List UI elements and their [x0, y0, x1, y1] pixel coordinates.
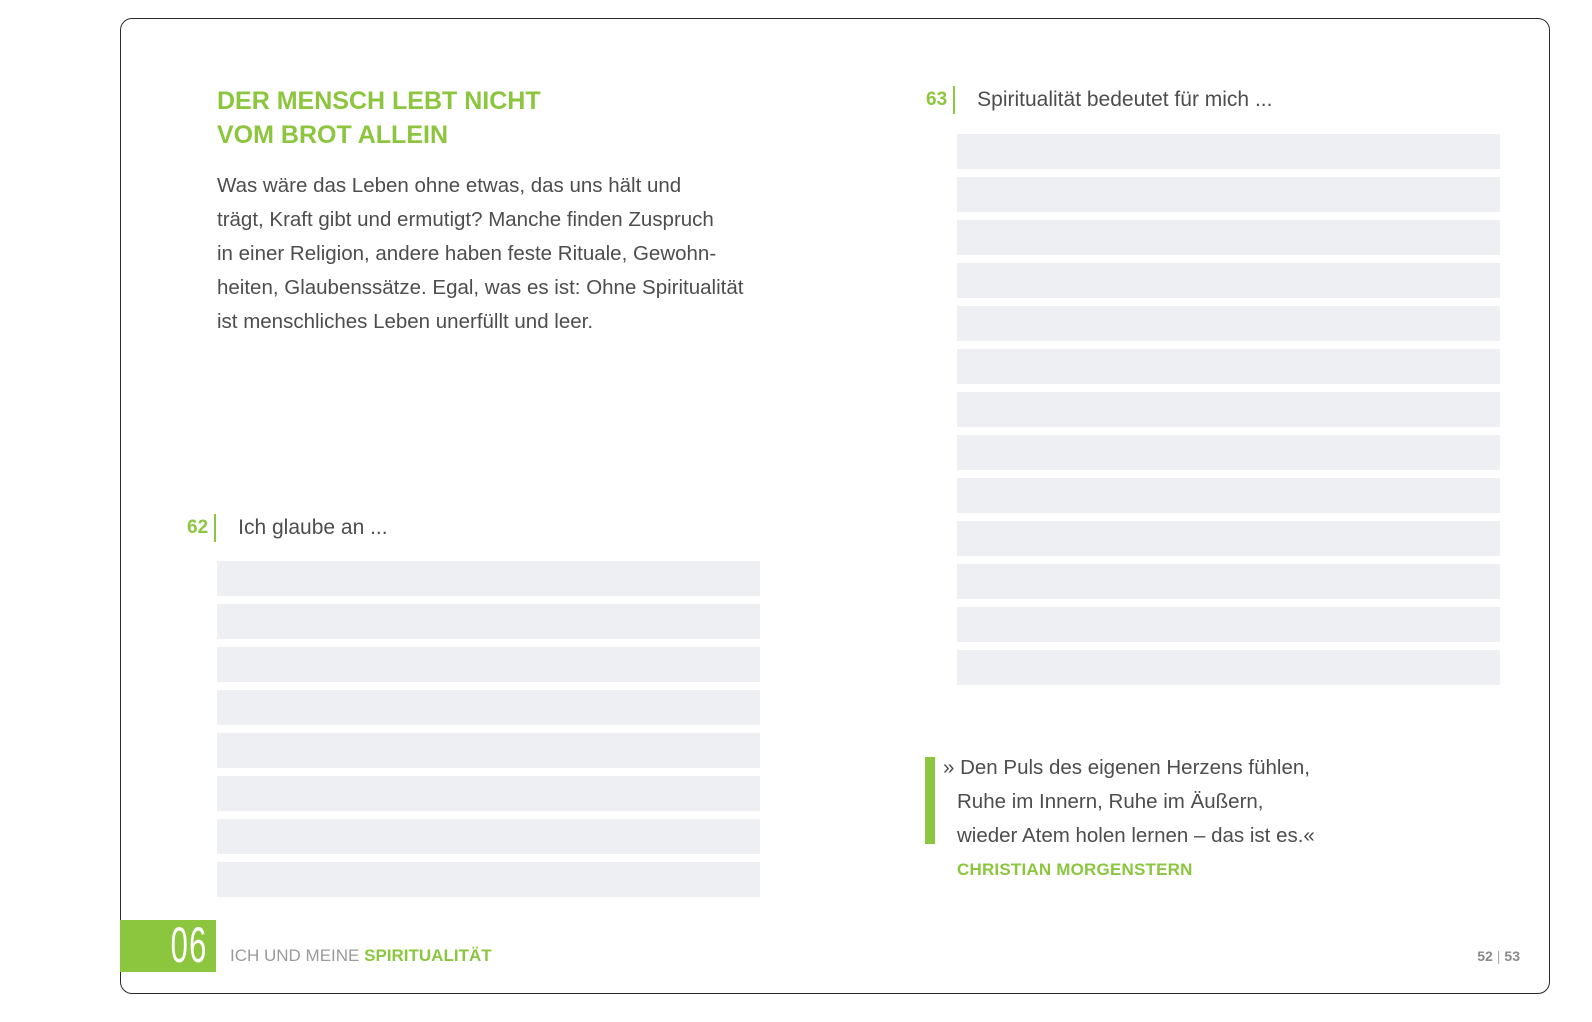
intro-line: in einer Religion, andere haben feste Rituale, Gewohn-	[217, 242, 717, 265]
writing-line[interactable]	[217, 819, 760, 854]
writing-line[interactable]	[957, 349, 1500, 384]
writing-line[interactable]	[957, 435, 1500, 470]
writing-line[interactable]	[217, 733, 760, 768]
footer-title-strong: SPIRITUALITÄT	[364, 946, 492, 965]
section-heading	[217, 84, 777, 152]
writing-line[interactable]	[957, 392, 1500, 427]
writing-line[interactable]	[217, 690, 760, 725]
chapter-badge	[120, 917, 216, 973]
writing-lines-62	[217, 561, 760, 905]
prompt-divider	[214, 514, 216, 542]
writing-line[interactable]	[957, 564, 1500, 599]
intro-paragraph	[217, 169, 777, 339]
writing-line[interactable]	[957, 263, 1500, 298]
quote-author: CHRISTIAN MORGENSTERN	[957, 860, 1193, 879]
writing-line[interactable]	[957, 177, 1500, 212]
footer-title-plain: ICH UND MEINE	[230, 946, 365, 965]
chapter-number: 06	[171, 917, 208, 973]
writing-line[interactable]	[217, 604, 760, 639]
heading-line-2: VOM BROT ALLEIN	[217, 121, 449, 149]
intro-line: heiten, Glaubenssätze. Egal, was es ist: Ohne Spiritualität	[217, 276, 744, 299]
page-number-right: 53	[1504, 948, 1520, 964]
page-numbers	[1477, 948, 1520, 964]
writing-line[interactable]	[957, 607, 1500, 642]
quote-line: Ruhe im Innern, Ruhe im Äußern,	[957, 790, 1264, 813]
prompt-number: 62	[187, 517, 209, 538]
writing-lines-63	[957, 134, 1500, 693]
quote	[943, 751, 1363, 853]
prompt-text: Spiritualität bedeutet für mich ...	[977, 88, 1273, 111]
quote-accent-bar	[925, 757, 935, 844]
writing-line[interactable]	[957, 306, 1500, 341]
writing-line[interactable]	[957, 650, 1500, 685]
quote-line: » Den Puls des eigenen Herzens fühlen,	[943, 756, 1310, 779]
writing-line[interactable]	[217, 647, 760, 682]
prompt-text: Ich glaube an ...	[238, 516, 388, 539]
writing-line[interactable]	[217, 561, 760, 596]
writing-line[interactable]	[957, 521, 1500, 556]
writing-line[interactable]	[957, 220, 1500, 255]
intro-line: Was wäre das Leben ohne etwas, das uns hält und	[217, 174, 682, 197]
intro-line: trägt, Kraft gibt und ermutigt? Manche finden Zuspruch	[217, 208, 714, 231]
prompt-62	[187, 514, 388, 542]
heading-line-1: DER MENSCH LEBT NICHT	[217, 87, 541, 115]
prompt-number: 63	[926, 89, 948, 110]
prompt-divider	[953, 86, 955, 114]
page-number-left: 52	[1477, 948, 1493, 964]
footer-title	[230, 946, 492, 966]
prompt-63	[926, 86, 1272, 114]
writing-line[interactable]	[217, 776, 760, 811]
writing-line[interactable]	[217, 862, 760, 897]
page-separator: |	[1496, 948, 1501, 964]
writing-line[interactable]	[957, 478, 1500, 513]
intro-line: ist menschliches Leben unerfüllt und leer.	[217, 310, 594, 333]
writing-line[interactable]	[957, 134, 1500, 169]
quote-line: wieder Atem holen lernen – das ist es.«	[957, 824, 1315, 847]
